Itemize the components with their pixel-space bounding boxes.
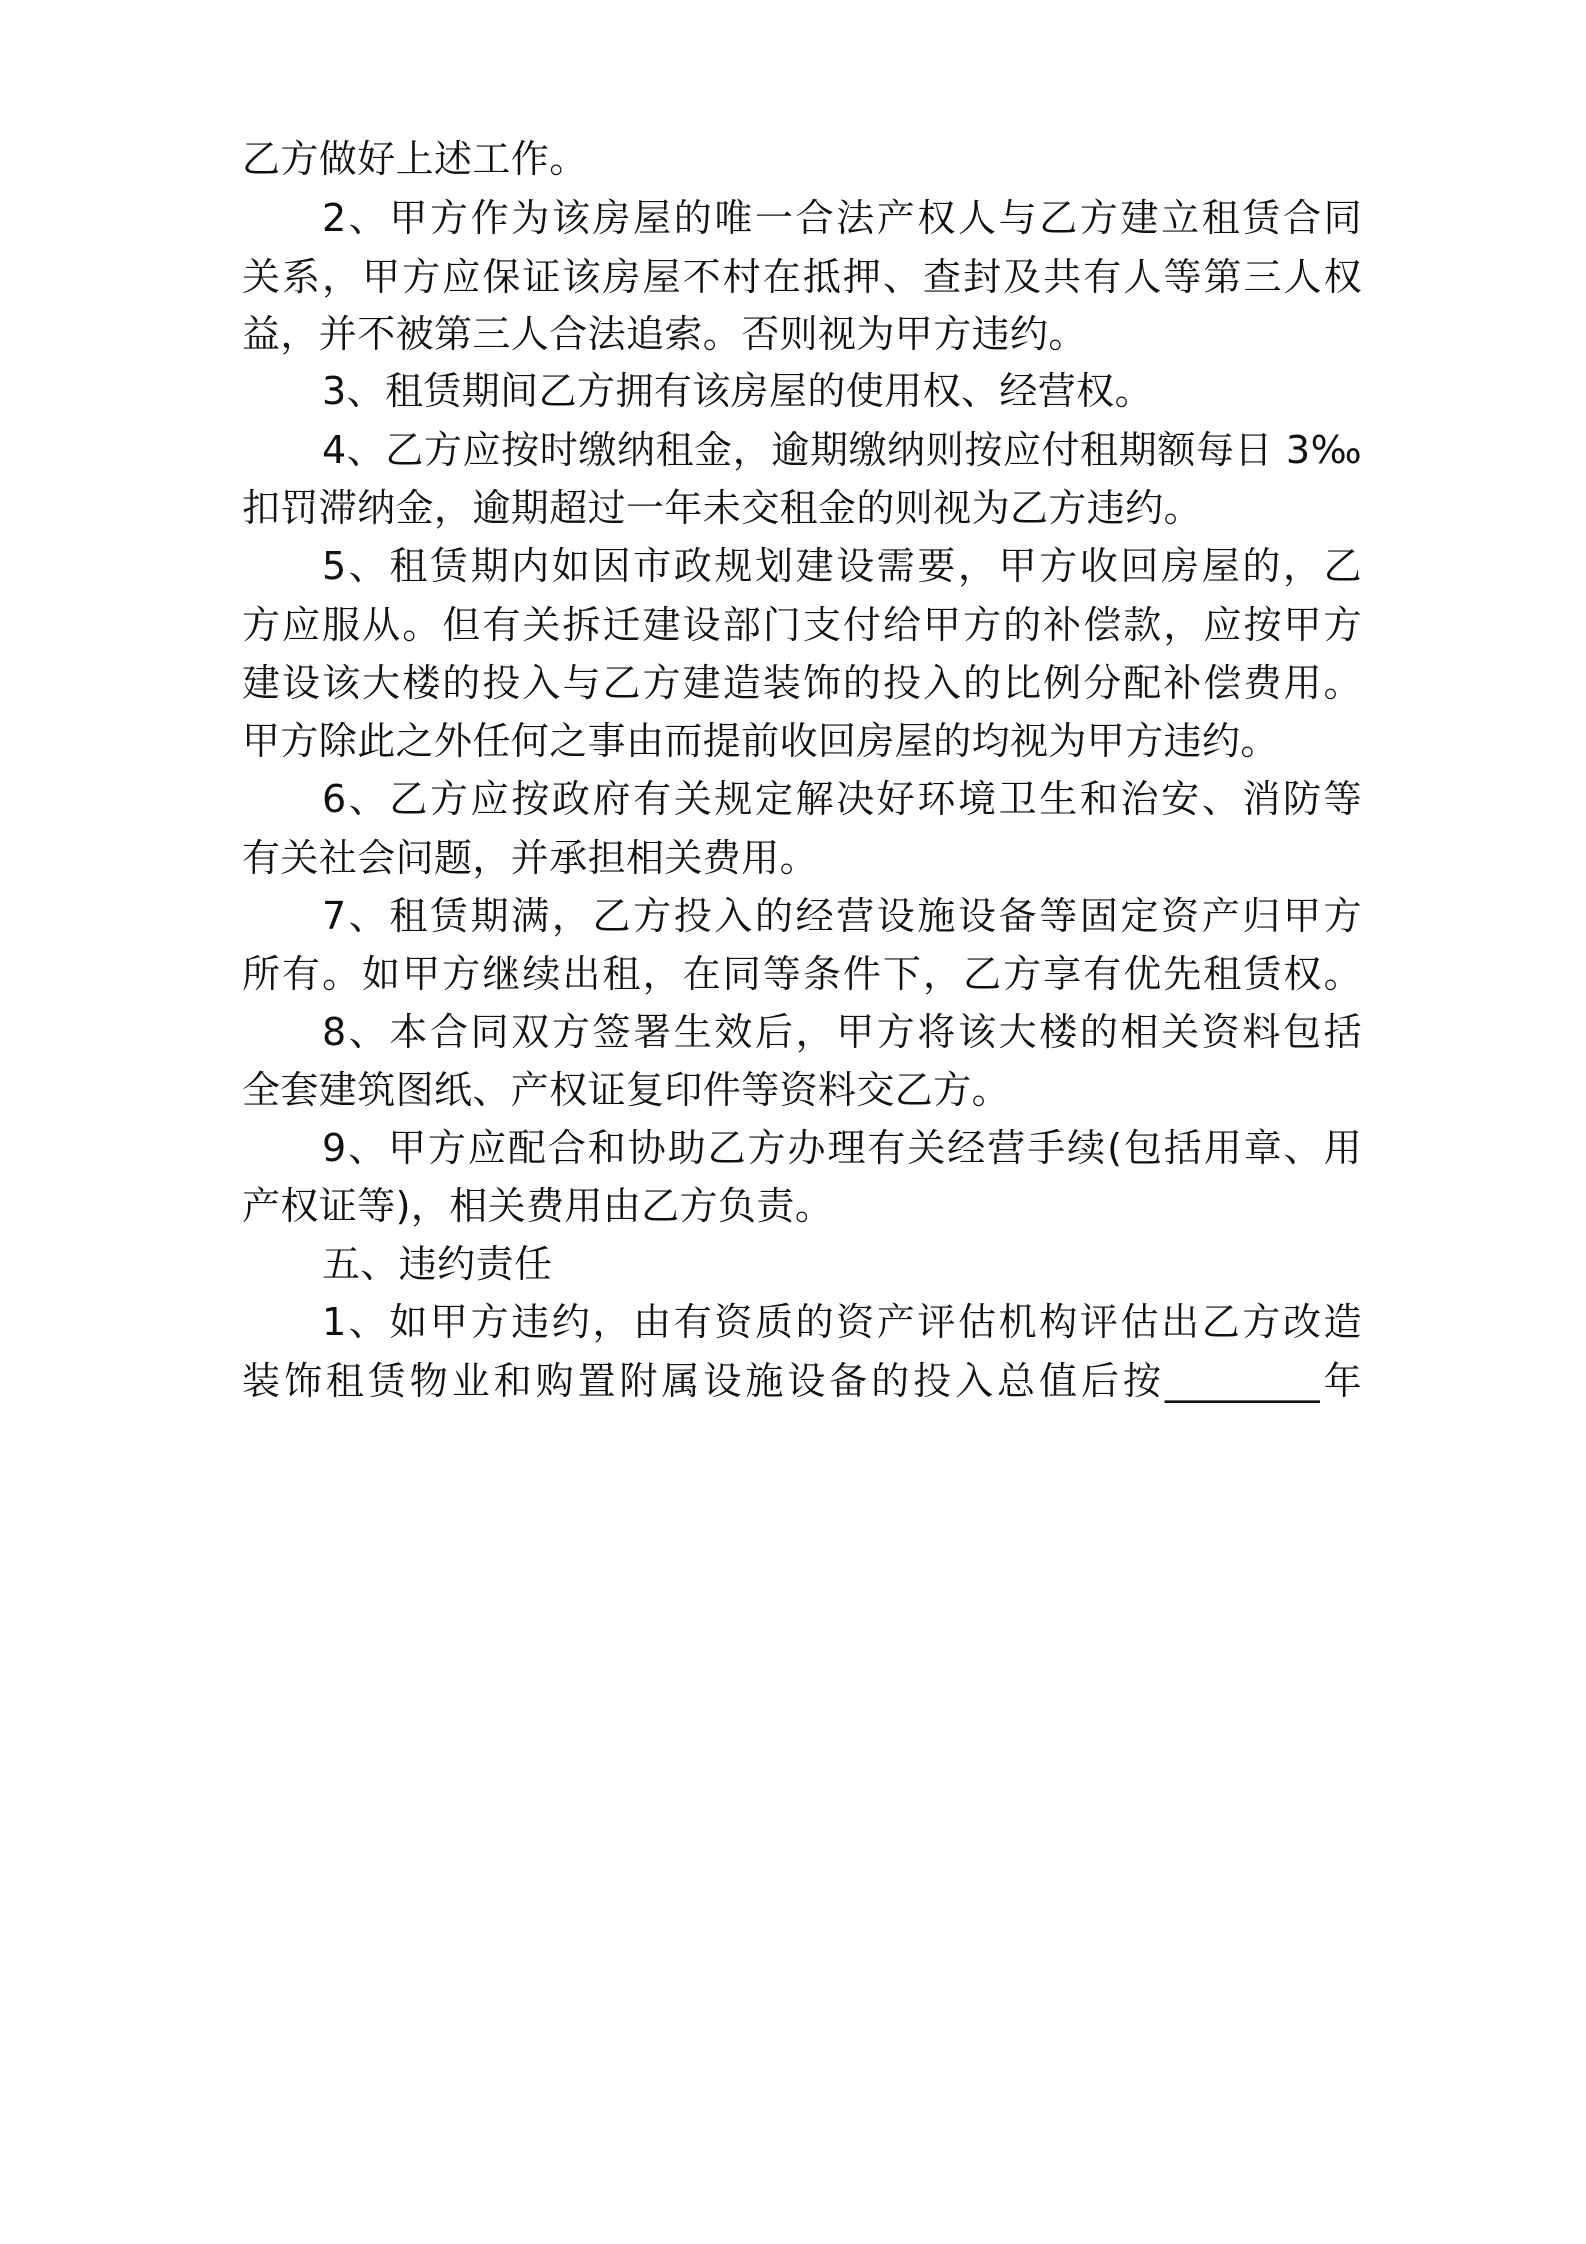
text-line: 乙方做好上述工作。 xyxy=(242,137,588,181)
text-line: 8、本合同双方签署生效后，甲方将该大楼的相关资料包括 xyxy=(322,1010,1362,1054)
text-line: 产权证等)，相关费用由乙方负责。 xyxy=(242,1184,834,1228)
text-line: 甲方除此之外任何之事由而提前收回房屋的均视为甲方违约。 xyxy=(242,719,1279,763)
text-line: 装饰租赁物业和购置附属设施设备的投入总值后按________年 xyxy=(242,1359,1362,1403)
text-line: 方应服从。但有关拆迁建设部门支付给甲方的补偿款，应按甲方 xyxy=(242,603,1362,647)
text-line: 益，并不被第三人合法追索。否则视为甲方违约。 xyxy=(242,312,1087,356)
text-line: 2、甲方作为该房屋的唯一合法产权人与乙方建立租赁合同 xyxy=(322,196,1362,240)
text-line: 关系，甲方应保证该房屋不村在抵押、查封及共有人等第三人权 xyxy=(242,255,1362,299)
text-line: 扣罚滞纳金，逾期超过一年未交租金的则视为乙方违约。 xyxy=(242,486,1203,530)
text-line: 7、租赁期满，乙方投入的经营设施设备等固定资产归甲方 xyxy=(322,894,1362,938)
text-line: 有关社会问题，并承担相关费用。 xyxy=(242,836,819,880)
section-heading: 五、违约责任 xyxy=(322,1242,553,1286)
text-line: 4、乙方应按时缴纳租金，逾期缴纳则按应付租期额每日 3‰ xyxy=(322,428,1362,472)
text-line: 所有。如甲方继续出租，在同等条件下，乙方享有优先租赁权。 xyxy=(242,952,1362,996)
text-line: 9、甲方应配合和协助乙方办理有关经营手续(包括用章、用 xyxy=(322,1126,1362,1170)
text-line: 5、租赁期内如因市政规划建设需要，甲方收回房屋的，乙 xyxy=(322,544,1362,588)
text-line: 1、如甲方违约，由有资质的资产评估机构评估出乙方改造 xyxy=(322,1300,1362,1344)
text-line: 3、租赁期间乙方拥有该房屋的使用权、经营权。 xyxy=(322,369,1153,413)
text-line: 6、乙方应按政府有关规定解决好环境卫生和治安、消防等 xyxy=(322,777,1362,821)
text-line: 全套建筑图纸、产权证复印件等资料交乙方。 xyxy=(242,1068,1011,1112)
text-line: 建设该大楼的投入与乙方建造装饰的投入的比例分配补偿费用。 xyxy=(242,661,1362,705)
